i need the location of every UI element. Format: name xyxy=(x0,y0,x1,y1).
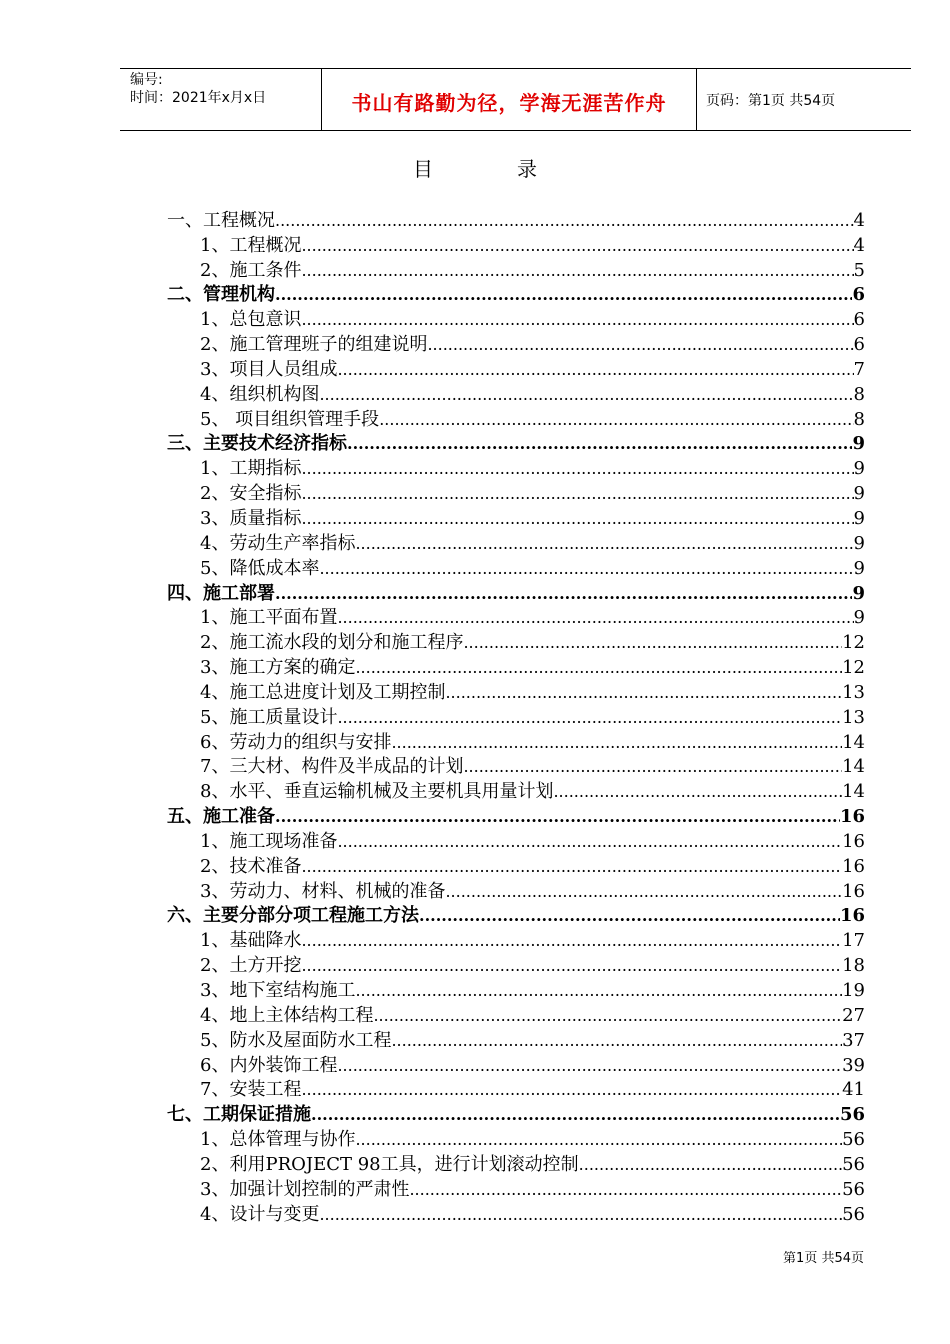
toc-entry-label: 2、利用PROJECT 98工具，进行计划滚动控制 xyxy=(200,1153,579,1175)
toc-subsection-entry[interactable] xyxy=(167,630,865,655)
toc-subsection-entry[interactable] xyxy=(167,456,865,481)
toc-leader-dots xyxy=(319,383,853,407)
toc-leader-dots xyxy=(463,631,842,655)
toc-subsection-entry[interactable] xyxy=(167,258,865,283)
toc-leader-dots xyxy=(355,979,842,1003)
toc-entry-page: 56 xyxy=(842,1203,865,1225)
header-page-cell xyxy=(696,69,911,130)
toc-leader-dots xyxy=(275,283,852,307)
toc-entry-label: 7、三大材、构件及半成品的计划 xyxy=(200,756,464,778)
toc-leader-dots xyxy=(301,457,853,481)
toc-leader-dots xyxy=(347,432,852,456)
toc-entry-label: 5、降低成本率 xyxy=(200,557,320,579)
toc-entry-page: 56 xyxy=(842,1153,865,1175)
toc-entry-label: 6、劳动力的组织与安排 xyxy=(200,731,392,753)
toc-subsection-entry[interactable] xyxy=(167,506,865,531)
toc-entry-label: 3、劳动力、材料、机械的准备 xyxy=(200,880,446,902)
toc-entry-page: 4 xyxy=(853,234,865,256)
toc-title-left: 目 xyxy=(413,157,433,181)
toc-entry-label: 4、地上主体结构工程 xyxy=(200,1004,374,1026)
toc-entry-label: 2、施工流水段的划分和施工程序 xyxy=(200,632,464,654)
toc-subsection-entry[interactable] xyxy=(167,779,865,804)
toc-entry-label: 六、主要分部分项工程施工方法 xyxy=(167,905,419,927)
toc-entry-label: 4、劳动生产率指标 xyxy=(200,532,356,554)
toc-entry-page: 56 xyxy=(839,1104,865,1126)
toc-entry-label: 4、设计与变更 xyxy=(200,1203,320,1225)
toc-entry-page: 56 xyxy=(842,1129,865,1151)
toc-leader-dots xyxy=(275,209,854,233)
toc-entry-page: 9 xyxy=(853,483,865,505)
toc-subsection-entry[interactable] xyxy=(167,978,865,1003)
toc-leader-dots xyxy=(355,1128,842,1152)
toc-leader-dots xyxy=(337,358,853,382)
toc-entry-label: 1、总体管理与协作 xyxy=(200,1129,356,1151)
toc-leader-dots xyxy=(301,259,853,283)
toc-section-entry[interactable] xyxy=(167,283,865,308)
toc-leader-dots xyxy=(337,1054,842,1078)
toc-subsection-entry[interactable] xyxy=(167,655,865,680)
toc-entry-page: 13 xyxy=(842,681,865,703)
toc-entry-label: 2、施工管理班子的组建说明 xyxy=(200,334,428,356)
toc-entry-page: 27 xyxy=(842,1004,865,1026)
toc-leader-dots xyxy=(301,507,853,531)
toc-leader-dots xyxy=(275,805,840,829)
toc-entry-label: 一、工程概况 xyxy=(167,209,275,231)
toc-subsection-entry[interactable] xyxy=(167,531,865,556)
toc-entry-page: 9 xyxy=(852,433,865,455)
toc-leader-dots xyxy=(391,731,842,755)
toc-entry-label: 1、基础降水 xyxy=(200,930,302,952)
toc-entry-page: 9 xyxy=(853,458,865,480)
toc-entry-label: 3、施工方案的确定 xyxy=(200,657,356,679)
toc-title-right: 录 xyxy=(517,157,537,181)
toc-entry-page: 6 xyxy=(853,309,865,331)
toc-entry-label: 四、施工部署 xyxy=(167,582,275,604)
document-number-label: 编号: xyxy=(130,72,163,88)
toc-leader-dots xyxy=(373,1004,842,1028)
toc-entry-page: 5 xyxy=(853,259,865,281)
toc-entry-page: 14 xyxy=(842,781,865,803)
toc-entry-label: 三、主要技术经济指标 xyxy=(167,433,347,455)
toc-entry-label: 1、总包意识 xyxy=(200,309,302,331)
toc-leader-dots xyxy=(311,1103,840,1127)
toc-subsection-entry[interactable] xyxy=(167,879,865,904)
toc-leader-dots xyxy=(355,532,853,556)
toc-entry-label: 1、工程概况 xyxy=(200,234,302,256)
toc-leader-dots xyxy=(301,929,842,953)
toc-section-entry[interactable] xyxy=(167,804,865,829)
toc-subsection-entry[interactable] xyxy=(167,680,865,705)
toc-entry-page: 8 xyxy=(853,408,865,430)
toc-entry-page: 56 xyxy=(842,1178,865,1200)
toc-subsection-entry[interactable] xyxy=(167,1202,865,1227)
toc-subsection-entry[interactable] xyxy=(167,1003,865,1028)
toc-leader-dots xyxy=(301,234,853,258)
toc-leader-dots xyxy=(319,557,853,581)
toc-subsection-entry[interactable] xyxy=(167,357,865,382)
toc-leader-dots xyxy=(391,1029,842,1053)
toc-entry-label: 1、工期指标 xyxy=(200,458,302,480)
toc-leader-dots xyxy=(301,482,853,506)
toc-entry-page: 37 xyxy=(842,1029,865,1051)
toc-entry-page: 16 xyxy=(839,905,865,927)
header-left-cell xyxy=(120,69,321,130)
header-motto: 书山有路勤为径，学海无涯苦作舟 xyxy=(351,91,667,115)
toc-subsection-entry[interactable] xyxy=(167,705,865,730)
page-footer: 第1页 共54页 xyxy=(783,1251,864,1266)
toc-subsection-entry[interactable] xyxy=(167,407,865,432)
toc-entry-label: 2、技术准备 xyxy=(200,855,302,877)
toc-subsection-entry[interactable] xyxy=(167,1177,865,1202)
toc-entry-label: 2、安全指标 xyxy=(200,483,302,505)
toc-subsection-entry[interactable] xyxy=(167,556,865,581)
toc-leader-dots xyxy=(579,1153,842,1177)
toc-leader-dots xyxy=(463,755,842,779)
toc-leader-dots xyxy=(301,1078,842,1102)
toc-entry-page: 16 xyxy=(842,830,865,852)
toc-subsection-entry[interactable] xyxy=(167,481,865,506)
toc-leader-dots xyxy=(301,954,842,978)
toc-section-entry[interactable] xyxy=(167,581,865,606)
toc-entry-label: 7、安装工程 xyxy=(200,1079,302,1101)
toc-entry-page: 6 xyxy=(852,284,865,306)
toc-entry-page: 6 xyxy=(853,334,865,356)
toc-entry-page: 14 xyxy=(842,731,865,753)
toc-entry-label: 2、施工条件 xyxy=(200,259,302,281)
toc-entry-page: 13 xyxy=(842,706,865,728)
toc-leader-dots xyxy=(337,706,842,730)
header-motto-cell xyxy=(321,69,697,130)
toc-entry-page: 12 xyxy=(842,632,865,654)
toc-section-entry[interactable] xyxy=(167,432,865,457)
toc-subsection-entry[interactable] xyxy=(167,606,865,631)
toc-entry-page: 9 xyxy=(853,532,865,554)
toc-leader-dots xyxy=(419,904,840,928)
toc-entry-label: 3、地下室结构施工 xyxy=(200,980,356,1001)
toc-entry-label: 4、组织机构图 xyxy=(200,383,320,405)
toc-entry-page: 4 xyxy=(853,209,865,231)
toc-entry-label: 五、施工准备 xyxy=(167,806,275,828)
toc-leader-dots xyxy=(445,880,842,904)
toc-entry-page: 16 xyxy=(839,806,865,828)
toc-subsection-entry[interactable] xyxy=(167,730,865,755)
toc-subsection-entry[interactable] xyxy=(167,953,865,978)
toc-entry-page: 8 xyxy=(853,383,865,405)
toc-entry-page: 12 xyxy=(842,657,865,679)
document-time-label: 时间：2021年x月x日 xyxy=(130,90,267,106)
toc-subsection-entry[interactable] xyxy=(167,755,865,780)
toc-entry-page: 16 xyxy=(842,855,865,877)
toc-entry-label: 七、工期保证措施 xyxy=(167,1104,311,1126)
toc-entry-label: 1、施工现场准备 xyxy=(200,830,338,852)
toc-entry-page: 39 xyxy=(842,1054,865,1076)
toc-section-entry[interactable] xyxy=(167,904,865,929)
page-header xyxy=(120,68,911,131)
toc-section-entry[interactable] xyxy=(167,1102,865,1127)
toc-subsection-entry[interactable] xyxy=(167,382,865,407)
toc-entry-page: 9 xyxy=(853,607,865,629)
toc-entry-page: 9 xyxy=(853,507,865,529)
toc-entry-page: 18 xyxy=(842,955,865,977)
toc-leader-dots xyxy=(553,780,842,804)
toc-entry-page: 14 xyxy=(842,756,865,778)
toc-entry-label: 3、项目人员组成 xyxy=(200,358,338,380)
toc-entry-label: 5、施工质量设计 xyxy=(200,706,338,728)
toc-entry-label: 8、水平、垂直运输机械及主要机具用量计划 xyxy=(200,781,554,803)
toc-entry-page: 19 xyxy=(842,980,865,1001)
toc-subsection-entry[interactable] xyxy=(167,1127,865,1152)
toc-leader-dots xyxy=(275,582,852,606)
toc-leader-dots xyxy=(337,606,853,630)
toc-subsection-entry[interactable] xyxy=(167,829,865,854)
toc-leader-dots xyxy=(301,308,853,332)
toc-subsection-entry[interactable] xyxy=(167,1053,865,1078)
toc-entry-label: 5、防水及屋面防水工程 xyxy=(200,1029,392,1051)
table-of-contents xyxy=(167,208,865,1227)
toc-subsection-entry[interactable] xyxy=(167,1152,865,1177)
toc-entry-label: 3、加强计划控制的严肃性 xyxy=(200,1178,410,1200)
toc-subsection-entry[interactable] xyxy=(167,1028,865,1053)
toc-entry-label: 5、 项目组织管理手段 xyxy=(200,408,380,430)
toc-leader-dots xyxy=(427,333,853,357)
toc-entry-label: 2、土方开挖 xyxy=(200,955,302,977)
toc-entry-label: 3、质量指标 xyxy=(200,507,302,529)
toc-entry-label: 6、内外装饰工程 xyxy=(200,1054,338,1076)
toc-subsection-entry[interactable] xyxy=(167,233,865,258)
toc-entry-page: 7 xyxy=(853,358,865,380)
toc-entry-page: 9 xyxy=(852,582,865,604)
toc-leader-dots xyxy=(409,1178,842,1202)
toc-subsection-entry[interactable] xyxy=(167,307,865,332)
toc-leader-dots xyxy=(445,681,842,705)
toc-entry-label: 1、施工平面布置 xyxy=(200,607,338,629)
toc-leader-dots xyxy=(319,1203,842,1227)
toc-leader-dots xyxy=(355,656,842,680)
toc-title xyxy=(0,153,950,182)
toc-entry-label: 4、施工总进度计划及工期控制 xyxy=(200,681,446,703)
toc-leader-dots xyxy=(301,855,842,879)
toc-subsection-entry[interactable] xyxy=(167,332,865,357)
toc-subsection-entry[interactable] xyxy=(167,854,865,879)
toc-subsection-entry[interactable] xyxy=(167,928,865,953)
toc-entry-page: 16 xyxy=(842,880,865,902)
toc-entry-label: 二、管理机构 xyxy=(167,284,275,306)
toc-section-entry[interactable] xyxy=(167,208,865,233)
header-page-number: 页码：第1页 共54页 xyxy=(706,93,836,109)
toc-leader-dots xyxy=(337,830,842,854)
toc-entry-page: 41 xyxy=(842,1079,865,1101)
toc-entry-page: 17 xyxy=(842,930,865,952)
toc-subsection-entry[interactable] xyxy=(167,1078,865,1103)
toc-entry-page: 9 xyxy=(853,557,865,579)
toc-leader-dots xyxy=(379,408,853,432)
